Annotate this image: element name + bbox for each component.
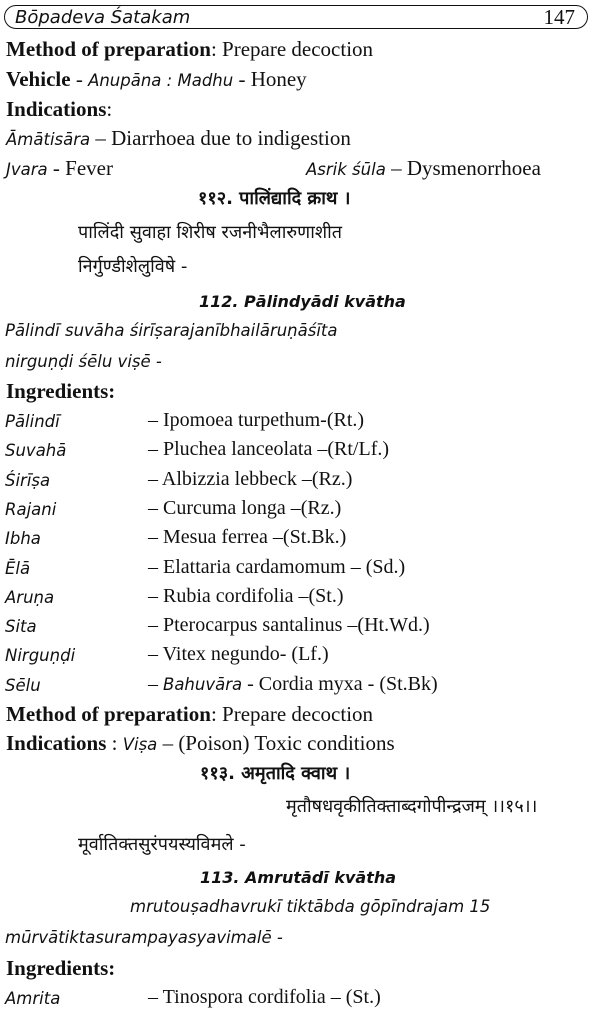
transliteration-line: nirguṇḍi śēlu viṣē - [5, 352, 162, 371]
indications-label: Indications [6, 731, 107, 755]
ingredient-description: – Pluchea lanceolata –(Rt/Lf.) [148, 438, 390, 461]
indication-jvara [6, 158, 113, 179]
vehicle-dash: - [70, 67, 89, 91]
ingredient-description: – Mesua ferrea –(St.Bk.) [148, 526, 347, 549]
ingredient-name: Pālindī [5, 412, 60, 431]
sanskrit-verse-line: निर्गुण्डीशेलुविषे - [78, 256, 188, 277]
ingredient-name: Ēlā [5, 558, 31, 578]
method-of-preparation-line [6, 704, 373, 725]
indications-line [6, 733, 395, 754]
transliteration-line: Pālindī suvāha śirīṣarajanībhailāruṇāśīta [5, 321, 338, 340]
indications-colon: : [106, 97, 113, 121]
transliteration-line: mūrvātiktasurampayasyavimalē - [5, 928, 283, 947]
indications-label: Indications [6, 97, 107, 121]
ingredient-name: Sēlu [5, 675, 41, 695]
ingredient-name: Nirguṇḍi [5, 646, 76, 666]
ingredient-description: – Curcuma longa –(Rz.) [148, 496, 342, 519]
indication-text: – (Poison) Toxic conditions [157, 731, 395, 755]
ingredient-description: – Ipomoea turpethum-(Rt.) [148, 409, 365, 431]
indication-amatisara [6, 128, 351, 149]
ingredient-description: – Pterocarpus santalinus –(Ht.Wd.) [148, 614, 430, 637]
indication-term: Viṣa [122, 735, 158, 754]
method-label: Method of preparation [6, 37, 211, 61]
ingredient-name: Amrita [5, 989, 61, 1008]
ingredient-name: Rajani [5, 499, 57, 519]
vehicle-label: Vehicle [6, 67, 71, 91]
book-title: Bōpadeva Śatakam [15, 7, 191, 28]
section-heading-113-devanagari: ११३. अमृतादि क्वाथ । [200, 763, 351, 784]
ingredient-botanical-name: - Cordia myxa - (St.Bk) [242, 672, 438, 695]
vehicle-term: Anupāna : Madhu [88, 71, 234, 90]
indication-term: Asrik śūla [306, 160, 386, 179]
indications-heading [6, 99, 112, 120]
transliteration-line: mrutouṣadhavrukī tiktābda gōpīndrajam 15 [130, 897, 491, 916]
indication-text: - Fever [47, 156, 113, 180]
page-number: 147 [543, 5, 575, 29]
ingredient-synonym: Bahuvāra [163, 674, 243, 694]
indication-text: – Dysmenorrhoea [385, 156, 541, 180]
running-header [4, 5, 588, 29]
section-heading-113-translit: 113. Amrutādī kvātha [200, 868, 397, 887]
ingredient-description: – Rubia cordifolia –(St.) [148, 584, 344, 607]
section-heading-112-translit: 112. Pālindyādi kvātha [199, 292, 406, 311]
indications-colon: : [106, 731, 123, 755]
vehicle-text: - Honey [233, 67, 307, 91]
ingredient-description [148, 673, 438, 696]
method-text: : Prepare decoction [210, 702, 374, 726]
method-label: Method of preparation [6, 702, 211, 726]
ingredient-description: – Elattaria cardamomum – (Sd.) [148, 555, 406, 578]
ingredients-heading: Ingredients: [6, 379, 116, 403]
ingredient-dash: – [148, 672, 163, 695]
indication-term: Āmātisāra [6, 130, 91, 149]
ingredient-description: – Tinospora cordifolia – (St.) [148, 986, 381, 1008]
method-text: : Prepare decoction [210, 37, 374, 61]
sanskrit-verse-line: मूर्वातिक्तसुरंपयस्यविमले - [78, 834, 246, 855]
method-of-preparation-line [6, 39, 373, 60]
ingredient-description: – Albizzia lebbeck –(Rz.) [148, 467, 353, 490]
ingredient-name: Ibha [5, 529, 41, 549]
ingredient-name: Sita [5, 617, 37, 637]
ingredients-heading: Ingredients: [6, 956, 116, 980]
ingredient-name: Śirīṣa [5, 470, 51, 490]
ingredient-description: – Vitex negundo- (Lf.) [148, 643, 329, 666]
indication-term: Jvara [6, 160, 48, 179]
section-heading-112-devanagari: ११२. पालिंद्यादि क्राथ । [198, 188, 351, 209]
sanskrit-verse-line: पालिंदी सुवाहा शिरीष रजनीभैलारुणाशीत [78, 222, 343, 243]
vehicle-line [6, 69, 307, 90]
ingredient-name: Suvahā [5, 441, 67, 461]
sanskrit-verse-line: मृतौषधवृकीतिक्ताब्दगोपीन्द्रजम् ।।१५।। [286, 796, 538, 817]
ingredient-name: Aruṇa [5, 587, 55, 607]
indication-text: – Diarrhoea due to indigestion [90, 126, 351, 150]
indication-asrik-sula [306, 158, 541, 179]
